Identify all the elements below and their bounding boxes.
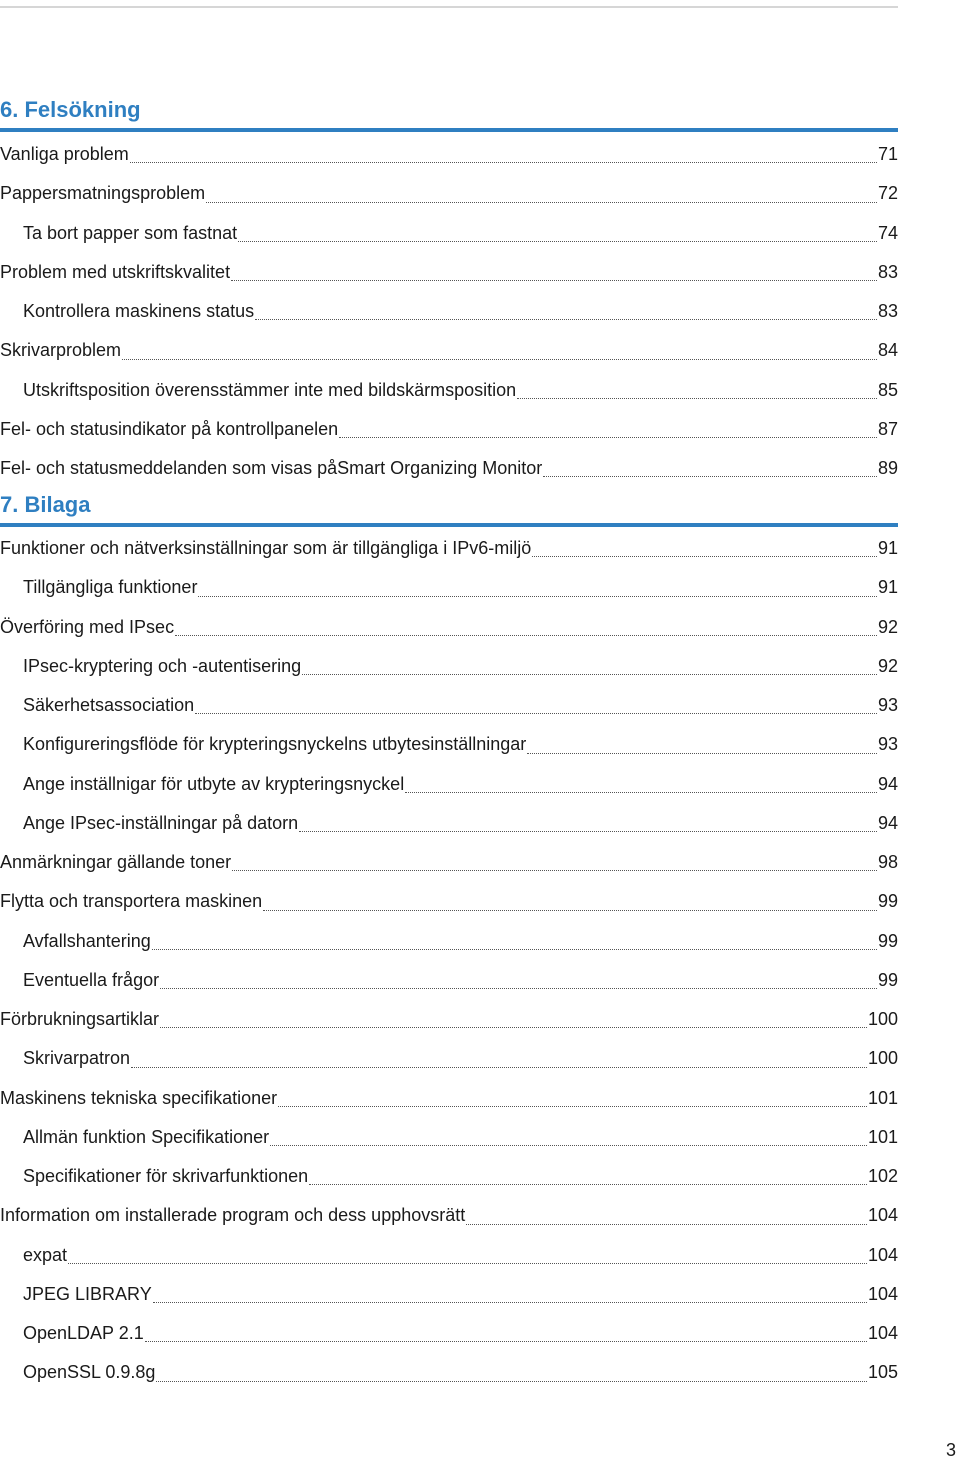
toc-entry-title: Konfigureringsflöde för krypteringsnyckelns utbytesinställningar <box>23 734 527 755</box>
toc-entry-title: Ange IPsec-inställningar på datorn <box>23 812 299 833</box>
toc-entry-page: 99 <box>877 891 898 912</box>
page-number: 3 <box>946 1440 957 1460</box>
toc-entry[interactable] <box>0 1275 898 1314</box>
dot-leader <box>130 161 877 163</box>
toc-entry-title: Utskriftsposition överensstämmer inte med bildskärmsposition <box>23 379 517 400</box>
dot-leader <box>152 948 877 950</box>
toc-entry-title: Pappersmatningsproblem <box>0 183 206 204</box>
toc-entry-page: 102 <box>867 1166 898 1186</box>
toc-entry[interactable] <box>0 214 898 253</box>
toc-entry-title: Specifikationer för skrivarfunktionen <box>23 1166 309 1186</box>
toc-entry-title: OpenSSL 0.9.8g <box>23 1362 156 1383</box>
toc-entry[interactable] <box>0 1079 898 1118</box>
toc-entry-title: JPEG LIBRARY <box>23 1283 152 1304</box>
toc-entry-title: Eventuella frågor <box>23 969 160 990</box>
dot-leader <box>122 358 877 360</box>
toc-entry[interactable] <box>0 568 898 607</box>
dot-leader <box>198 595 877 597</box>
toc-entry-page: 104 <box>867 1323 898 1343</box>
toc-entry-page: 99 <box>877 969 898 990</box>
toc-entry-page: 104 <box>867 1205 898 1226</box>
toc-entry-title: Överföring med IPsec <box>0 616 175 637</box>
dot-leader <box>206 201 877 203</box>
dot-leader <box>153 1301 867 1303</box>
dot-leader <box>160 1026 867 1028</box>
toc-entry[interactable] <box>0 449 898 488</box>
toc-entry-title: OpenLDAP 2.1 <box>23 1323 144 1343</box>
toc-entry[interactable] <box>0 174 898 213</box>
dot-leader <box>517 397 877 399</box>
dot-leader <box>527 752 877 754</box>
toc-entry-page: 85 <box>877 379 898 400</box>
toc-entry-title: Allmän funktion Specifikationer <box>23 1126 270 1147</box>
toc-entry-title: Maskinens tekniska specifikationer <box>0 1087 278 1108</box>
toc-entry-page: 100 <box>867 1009 898 1029</box>
dot-leader <box>195 712 877 714</box>
toc-entry[interactable] <box>0 1000 898 1039</box>
toc-entry[interactable] <box>0 1236 898 1275</box>
toc-entry-page: 105 <box>867 1362 898 1383</box>
dot-leader <box>131 1066 867 1068</box>
dot-leader <box>339 436 877 438</box>
toc-entry[interactable] <box>0 765 898 804</box>
toc-entry[interactable] <box>0 1039 898 1078</box>
toc-entry[interactable] <box>0 608 898 647</box>
toc-entry[interactable] <box>0 371 898 410</box>
toc-entry[interactable] <box>0 1353 898 1392</box>
toc-entry-title: Information om installerade program och dess upphovsrätt <box>0 1205 466 1226</box>
toc-entry-title: Säkerhetsassociation <box>23 695 195 715</box>
dot-leader <box>145 1340 867 1342</box>
toc-entry-page: 84 <box>877 340 898 361</box>
dot-leader <box>68 1262 867 1264</box>
toc-entry-page: 91 <box>877 577 898 598</box>
section-heading-felsokning <box>0 96 898 132</box>
toc-entry-page: 91 <box>877 538 898 558</box>
dot-leader <box>255 318 877 320</box>
toc-entry-page: 94 <box>877 812 898 833</box>
section-rule <box>0 128 898 132</box>
dot-leader <box>302 673 877 675</box>
dot-leader <box>543 475 877 477</box>
toc-entry-page: 104 <box>867 1283 898 1304</box>
dot-leader <box>278 1105 867 1107</box>
dot-leader <box>405 791 877 793</box>
toc-entry-title: Ta bort papper som fastnat <box>23 222 238 243</box>
toc-entry-page: 87 <box>877 418 898 439</box>
toc-entry-title: Förbrukningsartiklar <box>0 1009 160 1029</box>
toc-entry-title: Kontrollera maskinens status <box>23 301 255 321</box>
toc-entry-page: 104 <box>867 1244 898 1265</box>
dot-leader <box>270 1144 867 1146</box>
toc-entry[interactable] <box>0 529 898 568</box>
toc-entry-page: 99 <box>877 930 898 951</box>
dot-leader <box>466 1223 867 1225</box>
dot-leader <box>309 1183 867 1185</box>
toc-list-bilaga <box>0 529 898 1393</box>
toc-entry[interactable] <box>0 253 898 292</box>
toc-entry[interactable] <box>0 410 898 449</box>
section-rule <box>0 523 898 527</box>
toc-entry-title: Anmärkningar gällande toner <box>0 852 232 872</box>
section-title: 6. Felsökning <box>0 97 141 122</box>
section-heading-bilaga <box>0 491 898 527</box>
toc-entry-title: Vanliga problem <box>0 144 129 164</box>
dot-leader <box>231 279 877 281</box>
toc-entry-title: Avfallshantering <box>23 930 151 951</box>
toc-entry[interactable] <box>0 686 898 725</box>
toc-entry-title: Tillgängliga funktioner <box>23 577 198 598</box>
dot-leader <box>160 987 877 989</box>
toc-entry-page: 89 <box>877 458 898 478</box>
toc-entry-title: Skrivarpatron <box>23 1048 131 1069</box>
toc-entry-page: 72 <box>877 183 898 204</box>
toc-entry-page: 101 <box>867 1087 898 1108</box>
toc-entry[interactable] <box>0 843 898 882</box>
toc-list-felsokning <box>0 135 898 488</box>
section-title: 7. Bilaga <box>0 492 91 517</box>
toc-entry[interactable] <box>0 292 898 331</box>
toc-entry-title: Ange inställnigar för utbyte av krypteringsnyckel <box>23 773 405 794</box>
top-rule <box>0 6 898 8</box>
toc-entry[interactable] <box>0 804 898 843</box>
toc-entry-title: Flytta och transportera maskinen <box>0 891 263 912</box>
dot-leader <box>175 634 877 636</box>
toc-entry[interactable] <box>0 961 898 1000</box>
toc-entry-title: Skrivarproblem <box>0 340 122 361</box>
toc-entry-title: Problem med utskriftskvalitet <box>0 261 231 282</box>
dot-leader <box>156 1380 867 1382</box>
dot-leader <box>238 240 877 242</box>
dot-leader <box>532 555 877 557</box>
toc-entry[interactable] <box>0 882 898 921</box>
toc-entry[interactable] <box>0 331 898 370</box>
toc-entry-page: 100 <box>867 1048 898 1069</box>
toc-entry-title: Funktioner och nätverksinställningar som är tillgängliga i IPv6-miljö <box>0 538 532 558</box>
toc-entry-page: 92 <box>877 655 898 676</box>
toc-entry[interactable] <box>0 647 898 686</box>
toc-entry-page: 94 <box>877 773 898 794</box>
dot-leader <box>299 830 877 832</box>
toc-entry-page: 98 <box>877 852 898 872</box>
toc-entry-page: 92 <box>877 616 898 637</box>
toc-entry-page: 74 <box>877 222 898 243</box>
toc-entry-page: 93 <box>877 695 898 715</box>
toc-entry[interactable] <box>0 922 898 961</box>
toc-entry[interactable] <box>0 135 898 174</box>
toc-entry-page: 93 <box>877 734 898 755</box>
toc-entry-title: Fel- och statusmeddelanden som visas påSmart Organizing Monitor <box>0 458 543 478</box>
toc-entry-page: 83 <box>877 261 898 282</box>
toc-entry-title: expat <box>23 1244 68 1265</box>
toc-entry-page: 83 <box>877 301 898 321</box>
dot-leader <box>263 909 877 911</box>
toc-entry[interactable] <box>0 1314 898 1353</box>
toc-entry-page: 71 <box>877 144 898 164</box>
toc-entry[interactable] <box>0 1196 898 1235</box>
toc-entry-page: 101 <box>867 1126 898 1147</box>
toc-entry[interactable] <box>0 1118 898 1157</box>
toc-entry[interactable] <box>0 725 898 764</box>
toc-entry[interactable] <box>0 1157 898 1196</box>
toc-entry-title: Fel- och statusindikator på kontrollpanelen <box>0 418 339 439</box>
toc-entry-title: IPsec-kryptering och -autentisering <box>23 655 302 676</box>
dot-leader <box>232 869 877 871</box>
